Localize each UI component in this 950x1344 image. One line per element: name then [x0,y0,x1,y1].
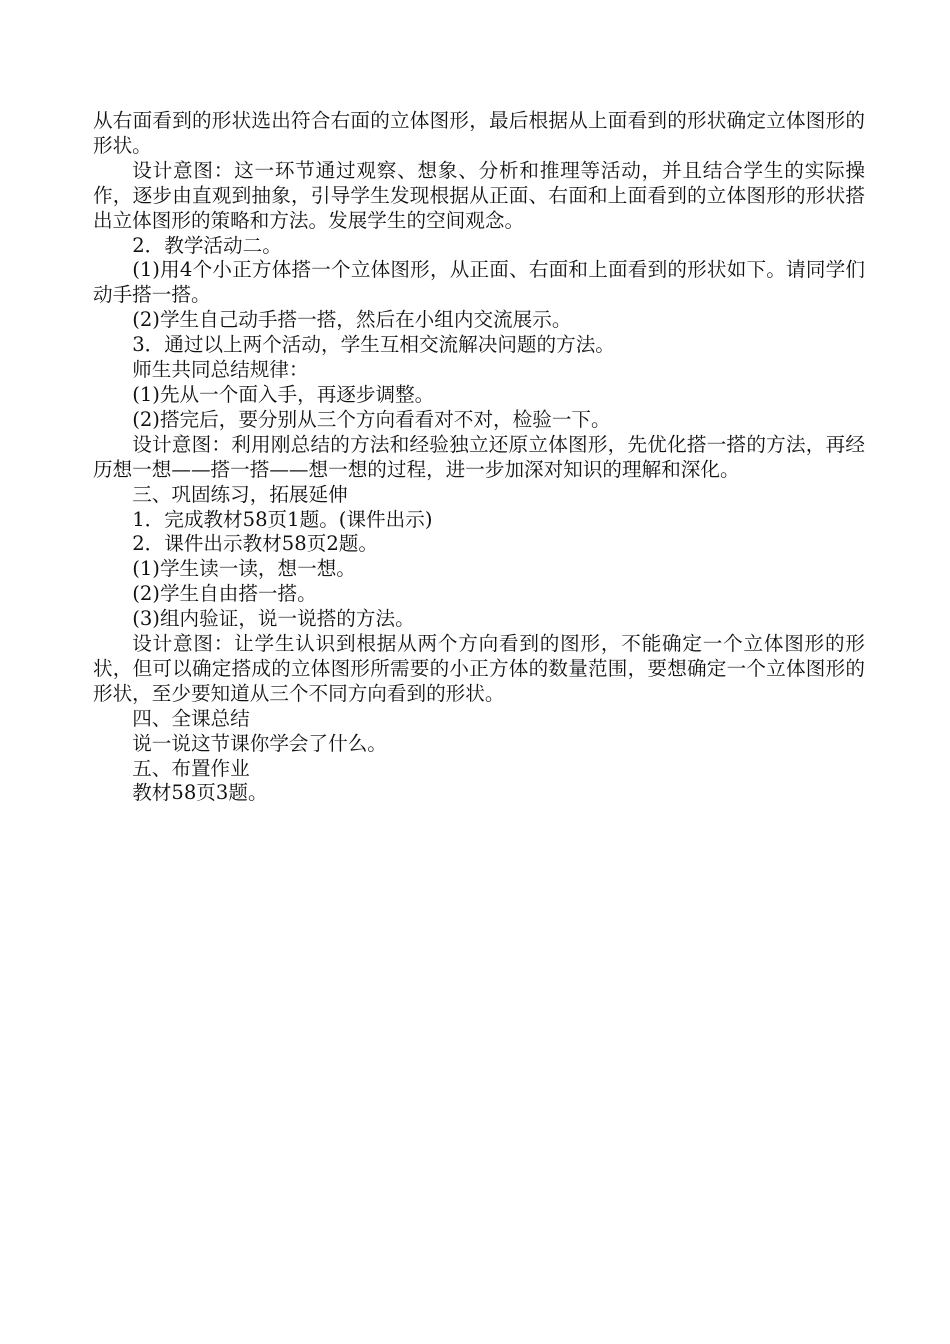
paragraph-10: 设计意图：利用刚总结的方法和经验独立还原立体图形，先优化搭一搭的方法，再经历想一想——搭一搭——想一想的过程，进一步加深对知识的理解和深化。 [93,432,865,481]
paragraph-16: (3)组内验证，说一说搭的方法。 [132,607,415,631]
paragraph-1: 从右面看到的形状选出符合右面的立体图形，最后根据从上面看到的形状确定立体图形的形状。 [93,109,865,157]
paragraph-20: 五、布置作业 [132,756,250,780]
paragraph-4: (1)用4个小正方体搭一个立体图形，从正面、右面和上面看到的形状如下。请同学们动手搭一搭。 [93,258,865,307]
paragraph-8: (1)先从一个面入手，再逐步调整。 [132,382,435,406]
paragraph-5: (2)学生自己动手搭一搭，然后在小组内交流展示。 [132,308,572,332]
paragraph-15: (2)学生自由搭一搭。 [132,582,317,606]
paragraph-9: (2)搭完后，要分别从三个方向看看对不对，检验一下。 [132,407,611,431]
paragraph-6: 3．通过以上两个活动，学生互相交流解决问题的方法。 [132,333,615,357]
paragraph-18: 四、全课总结 [132,706,250,730]
paragraph-3: 2．教学活动二。 [132,233,282,257]
paragraph-19: 说一说这节课你学会了什么。 [132,731,387,755]
paragraph-14: (1)学生读一读，想一想。 [132,557,356,581]
paragraph-11: 三、巩固练习，拓展延伸 [132,482,348,506]
document-body [93,109,865,806]
paragraph-17: 设计意图：让学生认识到根据从两个方向看到的图形，不能确定一个立体图形的形状，但可以确定搭成的立体图形所需要的小正方体的数量范围，要想确定一个立体图形的形状，至少要知道从三个不同方向看到的形状。 [93,632,865,705]
paragraph-7: 师生共同总结规律： [132,358,309,382]
paragraph-13: 2．课件出示教材58页2题。 [132,532,378,556]
paragraph-21: 教材58页3题。 [132,781,268,805]
paragraph-2: 设计意图：这一环节通过观察、想象、分析和推理等活动，并且结合学生的实际操作，逐步由直观到抽象，引导学生发现根据从正面、右面和上面看到的立体图形的形状搭出立体图形的策略和方法。发展学生的空间观念。 [93,158,865,232]
paragraph-12: 1．完成教材58页1题。(课件出示) [132,507,433,531]
